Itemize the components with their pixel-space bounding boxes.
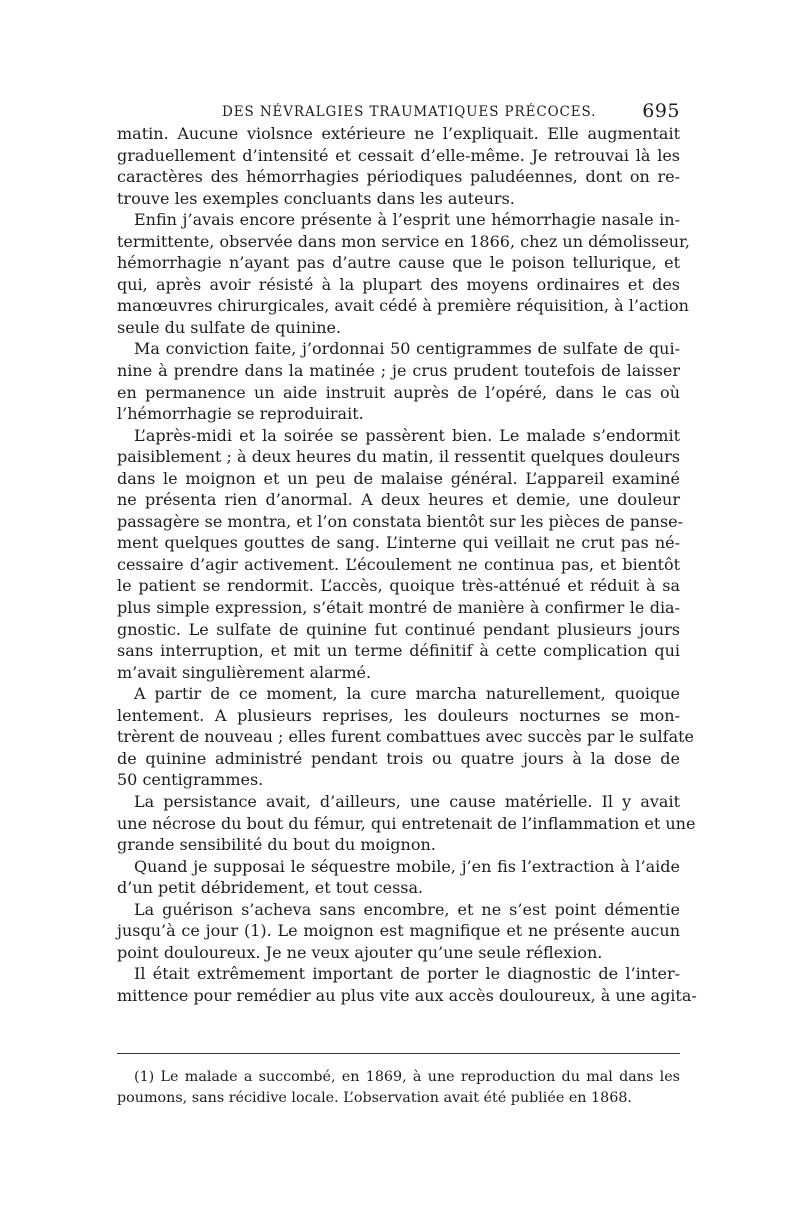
text-line: gnostic. Le sulfate de quinine fut continué pendant plusieurs jours	[117, 619, 680, 639]
text-line: de quinine administré pendant trois ou quatre jours à la dose de	[117, 748, 680, 768]
text-line: le patient se rendormit. L’accès, quoique très-atténué et réduit à sa	[117, 576, 680, 596]
running-title: DES NÉVRALGIES TRAUMATIQUES PRÉCOCES.	[222, 104, 597, 120]
text-line: en permanence un aide instruit auprès de l’opéré, dans le cas où	[117, 382, 680, 402]
footnote-line: (1) Le malade a succombé, en 1869, à une reproduction du mal dans les	[134, 1069, 680, 1085]
text-line: Quand je supposai le séquestre mobile, j’en fis l’extraction à l’aide	[134, 856, 680, 876]
text-line: qui, après avoir résisté à la plupart des moyens ordinaires et des	[117, 274, 680, 294]
text-line: nine à prendre dans la matinée ; je crus prudent toutefois de laisser	[117, 361, 680, 381]
text-line: plus simple expression, s’était montré de manière à confirmer le dia-	[117, 598, 680, 618]
text-line: 50 centigrammes.	[117, 770, 264, 790]
running-head	[117, 100, 680, 123]
text-line: grande sensibilité du bout du moignon.	[117, 835, 436, 855]
text-line: A partir de ce moment, la cure marcha naturellement, quoique	[134, 684, 680, 704]
text-line: jusqu’à ce jour (1). Le moignon est magnifique et ne présente aucun	[117, 921, 680, 941]
text-line: d’un petit débridement, et tout cessa.	[117, 878, 424, 898]
text-line: Il était extrêmement important de porter le diagnostic de l’inter-	[134, 964, 680, 984]
text-line: trouve les exemples concluants dans les auteurs.	[117, 188, 515, 208]
text-line: trèrent de nouveau ; elles furent combattues avec succès par le sulfate	[117, 727, 695, 747]
text-line: ment quelques gouttes de sang. L’interne qui veillait ne crut pas né-	[117, 533, 680, 553]
footnote-rule	[117, 1053, 680, 1054]
text-line: hémorrhagie n’ayant pas d’autre cause que le poison tellurique, et	[117, 253, 680, 273]
text-line: caractères des hémorrhagies périodiques paludéennes, dont on re-	[117, 167, 680, 187]
text-line: manœuvres chirurgicales, avait cédé à première réquisition, à l’action	[117, 296, 689, 316]
text-line: paisiblement ; à deux heures du matin, il ressentit quelques douleurs	[117, 447, 680, 467]
text-line: Ma conviction faite, j’ordonnai 50 centigrammes de sulfate de qui-	[134, 339, 680, 359]
text-line: une nécrose du bout du fémur, qui entretenait de l’inflammation et une	[117, 813, 696, 833]
footnotes	[117, 1067, 680, 1109]
page-number: 695	[642, 100, 680, 122]
text-line: La guérison s’acheva sans encombre, et ne s’est point démentie	[134, 899, 680, 919]
text-line: m’avait singulièrement alarmé.	[117, 662, 372, 682]
text-line: matin. Aucune violsnce extérieure ne l’expliquait. Elle augmentait	[117, 124, 680, 143]
text-line: seule du sulfate de quinine.	[117, 317, 342, 337]
text-line: L’après-midi et la soirée se passèrent bien. Le malade s’endormit	[134, 425, 680, 445]
text-line: graduellement d’intensité et cessait d’elle-même. Je retrouvai là les	[117, 145, 680, 165]
text-line: mittence pour remédier au plus vite aux accès douloureux, à une agita-	[117, 985, 697, 1005]
text-line: dans le moignon et un peu de malaise général. L’appareil examiné	[117, 468, 680, 488]
text-line: La persistance avait, d’ailleurs, une cause matérielle. Il y avait	[134, 791, 680, 811]
text-line: point douloureux. Je ne veux ajouter qu’une seule réflexion.	[117, 942, 603, 962]
text-line: sans interruption, et mit un terme définitif à cette complication qui	[117, 641, 680, 661]
text-line: termittente, observée dans mon service en 1866, chez un démolisseur,	[117, 231, 690, 251]
text-line: cessaire d’agir activement. L’écoulement ne continua pas, et bientôt	[117, 554, 680, 574]
text-line: ne présenta rien d’anormal. A deux heures et demie, une douleur	[117, 490, 680, 510]
text-line: l’hémorrhagie se reproduirait.	[117, 404, 364, 424]
body-text	[117, 123, 697, 1006]
footnote-line: poumons, sans récidive locale. L’observation avait été publiée en 1868.	[117, 1090, 632, 1106]
text-line: Enfin j’avais encore présente à l’esprit une hémorrhagie nasale in-	[134, 210, 680, 230]
text-line: passagère se montra, et l’on constata bientôt sur les pièces de panse-	[117, 511, 684, 531]
text-line: lentement. A plusieurs reprises, les douleurs nocturnes se mon-	[117, 705, 680, 725]
